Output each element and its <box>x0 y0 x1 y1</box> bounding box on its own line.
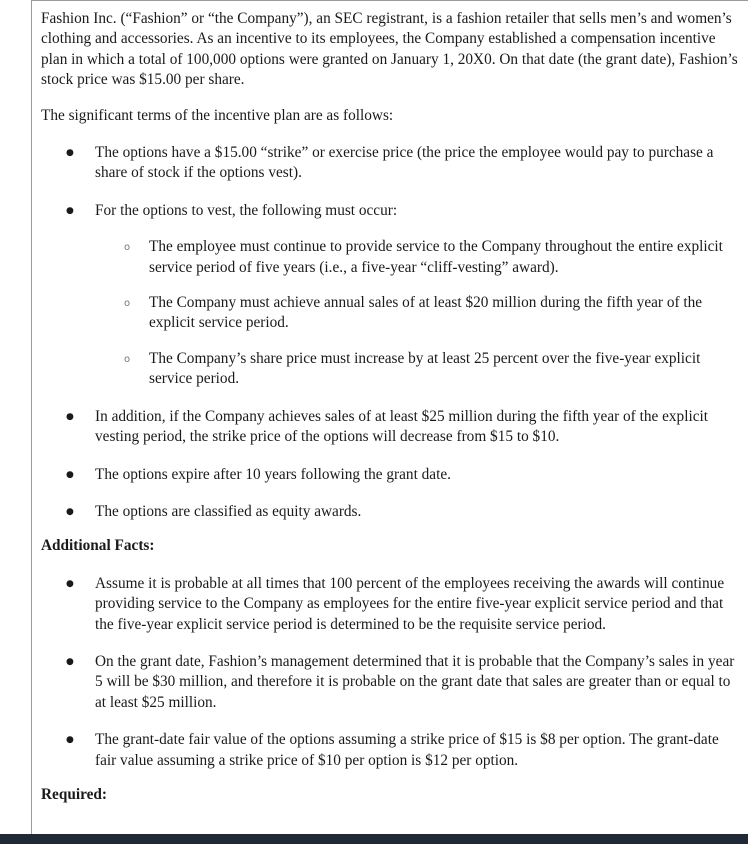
required-label: Required: <box>41 785 108 803</box>
intro-paragraph: Fashion Inc. (“Fashion” or “the Company”), an SEC registrant, is a fashion retailer that sells men’s and women’s clothing and accessories. As an incentive to its employees, the Company established a compensation incentive plan in which a total of 100,000 options were granted on January 1, 20X0. On that date (the grant date), Fashion’s stock price was $15.00 per share. <box>41 10 738 89</box>
vest-intro: ● For the options to vest, the following must occur: <box>95 201 398 219</box>
list-item: ● The options are classified as equity awards. <box>41 502 743 522</box>
document-body <box>41 9 743 805</box>
list-item: ● In addition, if the Company achieves sales of at least $25 million during the fifth year of the explicit vesting period, the strike price of the options will decrease from $15 to $10. <box>41 407 743 448</box>
list-item <box>41 201 743 221</box>
list-item: o The Company must achieve annual sales of at least $20 million during the fifth year of the explicit service period. <box>41 293 743 334</box>
list-item: o The Company’s share price must increase by at least 25 percent over the five-year explicit service period. <box>41 349 743 390</box>
list-item: ● The grant-date fair value of the options assuming a strike price of $15 is $8 per option. The grant-date fair value assuming a strike price of $10 per option is $12 per option. <box>41 730 743 771</box>
list-item: ● On the grant date, Fashion’s management determined that it is probable that the Company’s sales in year 5 will be $30 million, and therefore it is probable on the grant date that sales are greater than or equal to at least $25 million. <box>41 652 743 713</box>
list-item: o The employee must continue to provide service to the Company throughout the entire explicit service period of five years (i.e., a five-year “cliff-vesting” award). <box>41 237 743 278</box>
vesting-conditions-list <box>41 237 743 389</box>
terms-list-continued <box>41 407 743 523</box>
additional-facts-heading: Additional Facts: <box>41 537 155 555</box>
terms-heading: The significant terms of the incentive plan are as follows: <box>41 106 394 124</box>
bottom-bar <box>0 834 748 844</box>
list-item: ● The options have a $15.00 “strike” or exercise price (the price the employee would pay to purchase a share of stock if the options vest). <box>41 143 743 184</box>
terms-list <box>41 143 743 221</box>
list-item: ● Assume it is probable at all times that 100 percent of the employees receiving the awards will continue providing service to the Company as employees for the entire five-year explicit service period and that the five-year explicit service period is determined to be the requisite service period. <box>41 574 743 635</box>
list-item: ● The options expire after 10 years following the grant date. <box>41 465 743 485</box>
additional-facts-list <box>41 574 743 771</box>
